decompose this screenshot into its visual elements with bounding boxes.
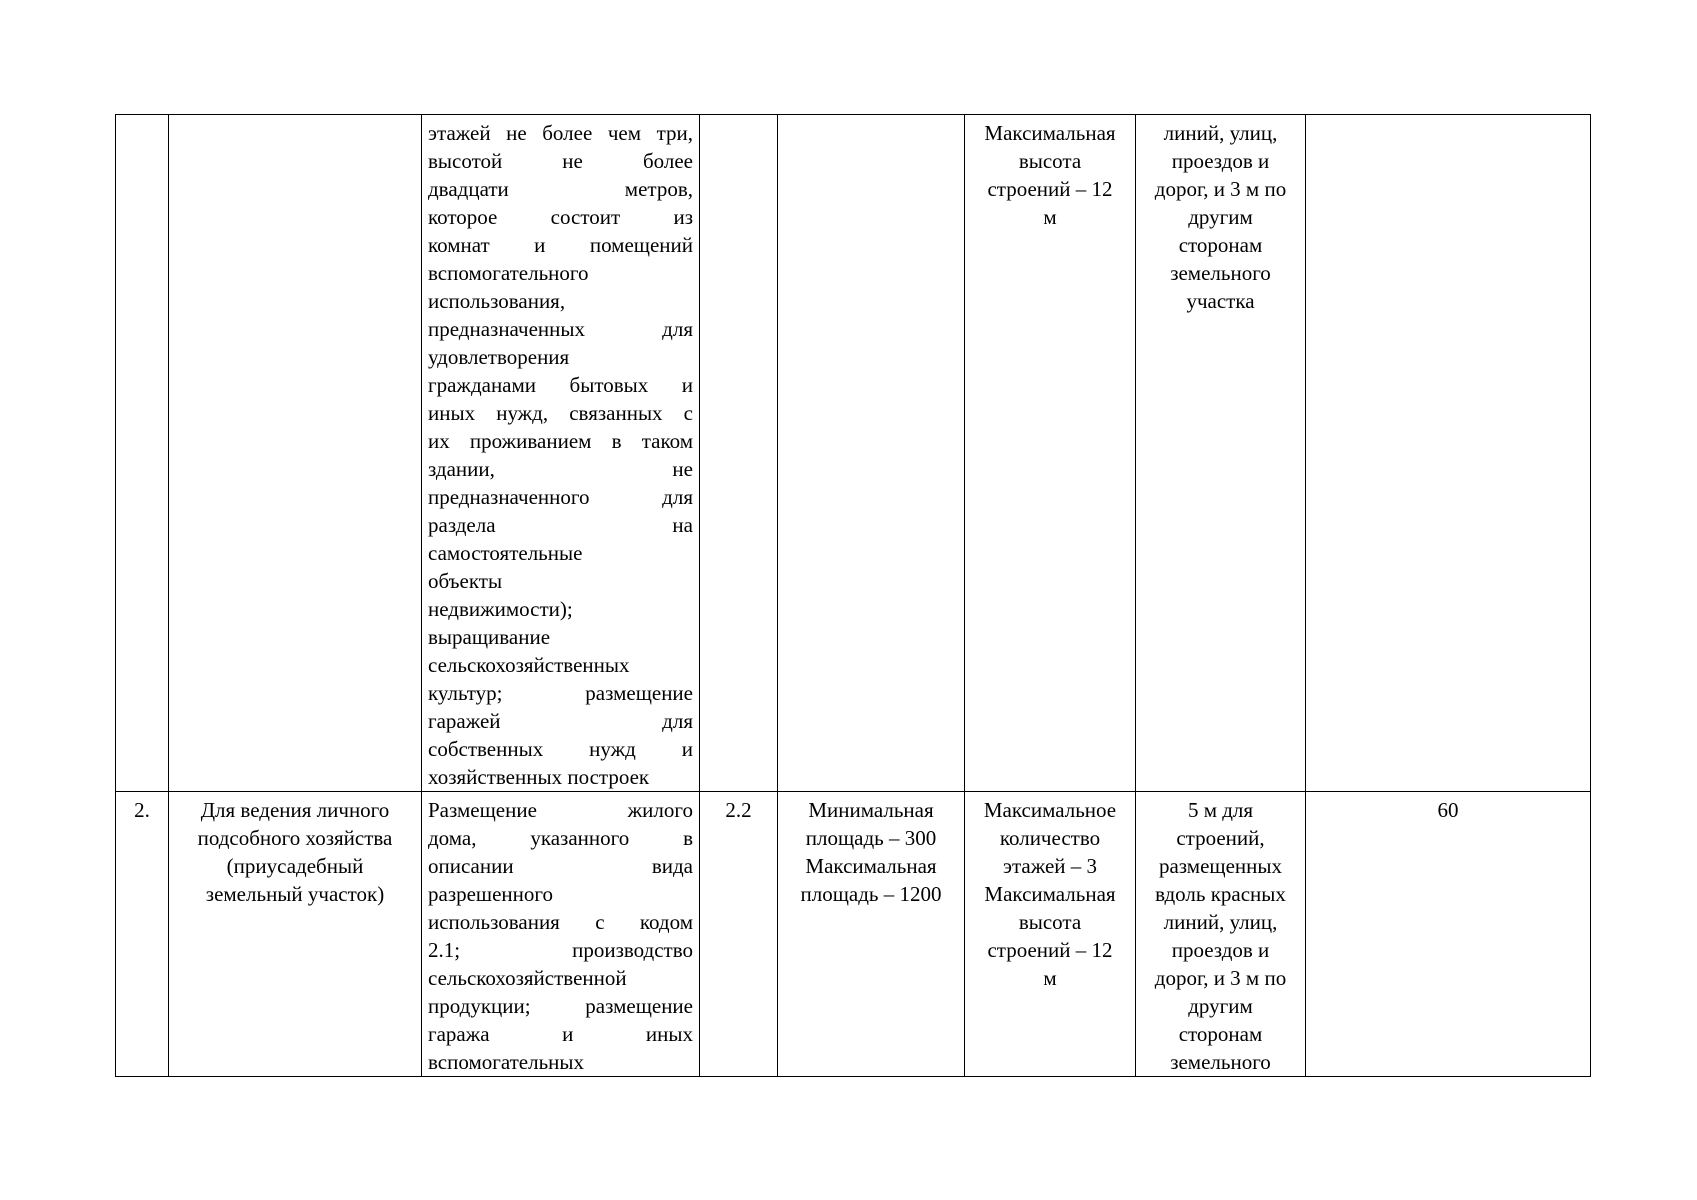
text-line: комнат и помещений <box>428 233 693 257</box>
text-line: участка <box>1186 289 1255 313</box>
text-line: сторонам <box>1178 233 1263 257</box>
text-line: другим <box>1188 994 1253 1018</box>
text-line: м <box>1043 205 1057 229</box>
text-line: гаражей для <box>428 709 693 733</box>
text-line: этажей – 3 <box>1002 854 1098 878</box>
text-line: использования, <box>428 289 566 313</box>
land-use-table <box>115 114 1591 1077</box>
text-line: вспомогательного <box>428 261 589 285</box>
text-line: количество <box>999 826 1101 850</box>
text-line: земельного <box>1170 261 1271 285</box>
text-line: высота <box>1018 149 1082 173</box>
text-line: строений – 12 <box>987 177 1113 201</box>
text-line: использования с кодом <box>428 910 693 934</box>
text-line: дома, указанного в <box>428 826 693 850</box>
text-line: строений – 12 <box>987 938 1113 962</box>
row-number-cell <box>116 115 169 792</box>
text-line: дорог, и 3 м по <box>1154 966 1287 990</box>
area-limits-cell <box>778 792 965 1077</box>
text-line: размещенных <box>1158 854 1282 878</box>
text-line: предназначенных для <box>428 317 693 341</box>
building-params-cell <box>965 115 1136 792</box>
setback-cell <box>1136 115 1306 792</box>
text-line: подсобного хозяйства <box>197 826 393 850</box>
use-name-cell <box>169 792 422 1077</box>
text-line: высотой не более <box>428 149 693 173</box>
text-line: Размещение жилого <box>428 798 693 822</box>
text-line: их проживанием в таком <box>428 429 693 453</box>
use-name-cell <box>169 115 422 792</box>
text-line: двадцати метров, <box>428 177 693 201</box>
text-line: земельный участок) <box>205 882 385 906</box>
text-line: разрешенного <box>428 882 553 906</box>
text-line: другим <box>1188 205 1253 229</box>
table-row <box>116 792 1591 1077</box>
text-line: дорог, и 3 м по <box>1154 177 1287 201</box>
table-row <box>116 115 1591 792</box>
text-line: сельскохозяйственных <box>428 653 630 677</box>
text-line: земельного <box>1170 1050 1271 1074</box>
row-number-cell: 2. <box>116 792 169 1077</box>
text-line: сельскохозяйственной <box>428 966 627 990</box>
text-line: площадь – 300 <box>805 826 937 850</box>
text-line: которое состоит из <box>428 205 693 229</box>
text-line: высота <box>1018 910 1082 934</box>
text-line: этажей не более чем три, <box>428 121 693 145</box>
text-line: объекты <box>428 569 503 593</box>
text-line: вдоль красных <box>1155 882 1286 906</box>
text-line: раздела на <box>428 513 693 537</box>
text-line: вспомогательных <box>428 1050 585 1074</box>
text-line: недвижимости); <box>428 597 573 621</box>
text-line: предназначенного для <box>428 485 693 509</box>
coverage-percent-cell: 60 <box>1306 792 1591 1077</box>
text-line: 2.1; производство <box>428 938 693 962</box>
text-line: линий, улиц, <box>1163 121 1278 145</box>
text-line: Максимальная <box>984 882 1116 906</box>
text-line: удовлетворения <box>428 345 570 369</box>
text-line: культур; размещение <box>428 681 693 705</box>
text-line: строений, <box>1176 826 1265 850</box>
text-line: описании вида <box>428 854 693 878</box>
text-line: самостоятельные <box>428 541 583 565</box>
text-line: проездов и <box>1171 149 1270 173</box>
text-line: 5 м для <box>1187 798 1254 822</box>
text-line: иных нужд, связанных с <box>428 401 693 425</box>
text-line: проездов и <box>1171 938 1270 962</box>
text-line: сторонам <box>1178 1022 1263 1046</box>
text-line: здании, не <box>428 457 693 481</box>
text-line: Максимальное <box>983 798 1117 822</box>
text-line: собственных нужд и <box>428 737 693 761</box>
text-line: продукции; размещение <box>428 994 693 1018</box>
text-line: м <box>1043 966 1057 990</box>
text-line: Минимальная <box>808 798 934 822</box>
text-line: хозяйственных построек <box>428 765 650 789</box>
text-line: (приусадебный <box>226 854 364 878</box>
use-description-cell <box>422 115 700 792</box>
area-limits-cell <box>778 115 965 792</box>
code-cell: 2.2 <box>700 792 778 1077</box>
text-line: гражданами бытовых и <box>428 373 693 397</box>
text-line: Максимальная <box>805 854 937 878</box>
text-line: линий, улиц, <box>1163 910 1278 934</box>
text-line: Максимальная <box>984 121 1116 145</box>
code-cell <box>700 115 778 792</box>
text-line: гаража и иных <box>428 1022 693 1046</box>
text-line: выращивание <box>428 625 551 649</box>
use-description-cell <box>422 792 700 1077</box>
coverage-percent-cell <box>1306 115 1591 792</box>
text-line: площадь – 1200 <box>800 882 942 906</box>
text-line: Для ведения личного <box>200 798 390 822</box>
building-params-cell <box>965 792 1136 1077</box>
setback-cell <box>1136 792 1306 1077</box>
